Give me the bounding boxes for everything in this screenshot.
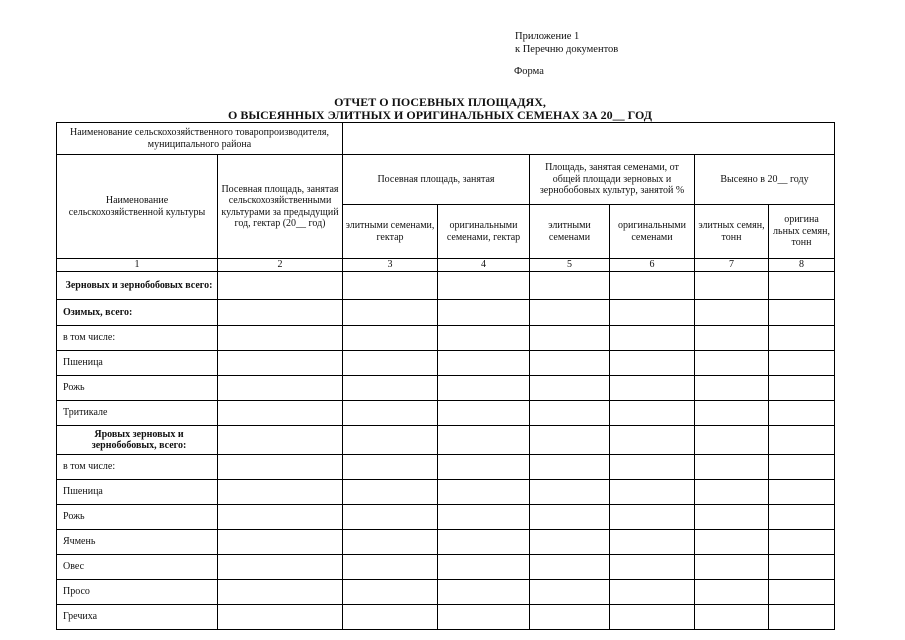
data-cell[interactable] bbox=[769, 530, 835, 555]
data-cell[interactable] bbox=[610, 326, 695, 351]
data-cell[interactable] bbox=[530, 480, 610, 505]
data-cell[interactable] bbox=[610, 272, 695, 300]
data-cell[interactable] bbox=[218, 300, 343, 326]
col-header-share-group: Площадь, занятая семенами, от общей площади зерновых и зернобобовых культур, занятой % bbox=[530, 155, 695, 205]
data-cell[interactable] bbox=[610, 480, 695, 505]
form-label: Форма bbox=[514, 66, 544, 77]
data-cell[interactable] bbox=[438, 530, 530, 555]
data-cell[interactable] bbox=[610, 351, 695, 376]
data-cell[interactable] bbox=[769, 351, 835, 376]
data-cell[interactable] bbox=[769, 580, 835, 605]
row-label: в том числе: bbox=[57, 455, 218, 480]
data-cell[interactable] bbox=[343, 401, 438, 426]
data-cell[interactable] bbox=[695, 530, 769, 555]
col-header-sown-orig: оригина льных семян, тонн bbox=[769, 205, 835, 259]
data-cell[interactable] bbox=[530, 326, 610, 351]
data-cell[interactable] bbox=[438, 480, 530, 505]
data-cell[interactable] bbox=[695, 376, 769, 401]
data-cell[interactable] bbox=[218, 480, 343, 505]
data-cell[interactable] bbox=[610, 605, 695, 630]
producer-row bbox=[57, 123, 835, 155]
row-label: Овес bbox=[57, 555, 218, 580]
row-label: Просо bbox=[57, 580, 218, 605]
table-row bbox=[57, 555, 835, 580]
data-cell[interactable] bbox=[769, 555, 835, 580]
data-cell[interactable] bbox=[438, 426, 530, 455]
data-cell[interactable] bbox=[610, 426, 695, 455]
data-cell[interactable] bbox=[343, 580, 438, 605]
data-cell[interactable] bbox=[343, 530, 438, 555]
data-cell[interactable] bbox=[530, 401, 610, 426]
data-cell[interactable] bbox=[343, 300, 438, 326]
data-cell[interactable] bbox=[343, 426, 438, 455]
data-cell[interactable] bbox=[695, 505, 769, 530]
data-cell[interactable] bbox=[343, 505, 438, 530]
row-label: Рожь bbox=[57, 505, 218, 530]
data-cell[interactable] bbox=[438, 555, 530, 580]
data-cell[interactable] bbox=[769, 272, 835, 300]
appendix-line-2: к Перечню документов bbox=[515, 44, 619, 55]
data-cell[interactable] bbox=[343, 555, 438, 580]
col-header-crop: Наименование сельскохозяйственной культуры bbox=[57, 155, 218, 259]
data-cell[interactable] bbox=[218, 555, 343, 580]
data-cell[interactable] bbox=[610, 530, 695, 555]
col-header-share-elite: элитными семенами bbox=[530, 205, 610, 259]
appendix-line-1: Приложение 1 bbox=[515, 31, 580, 42]
data-cell[interactable] bbox=[530, 376, 610, 401]
row-label: Яровых зерновых и зернобобовых, всего: bbox=[57, 426, 218, 455]
data-cell[interactable] bbox=[695, 401, 769, 426]
table-row bbox=[57, 426, 835, 455]
data-cell[interactable] bbox=[610, 300, 695, 326]
column-number: 7 bbox=[695, 259, 769, 272]
data-cell[interactable] bbox=[343, 455, 438, 480]
table-row bbox=[57, 505, 835, 530]
data-cell[interactable] bbox=[769, 605, 835, 630]
column-number: 8 bbox=[769, 259, 835, 272]
crop-rows bbox=[57, 272, 835, 630]
data-cell[interactable] bbox=[695, 272, 769, 300]
data-cell[interactable] bbox=[769, 401, 835, 426]
data-cell[interactable] bbox=[343, 272, 438, 300]
column-number-row bbox=[57, 259, 835, 272]
table-row bbox=[57, 530, 835, 555]
table-row bbox=[57, 401, 835, 426]
data-cell[interactable] bbox=[438, 272, 530, 300]
row-label: Гречиха bbox=[57, 605, 218, 630]
data-cell[interactable] bbox=[530, 505, 610, 530]
col-header-area-elite: элитными семенами, гектар bbox=[343, 205, 438, 259]
row-label: в том числе: bbox=[57, 326, 218, 351]
data-cell[interactable] bbox=[218, 505, 343, 530]
data-cell[interactable] bbox=[218, 455, 343, 480]
column-number: 1 bbox=[57, 259, 218, 272]
data-cell[interactable] bbox=[530, 530, 610, 555]
data-cell[interactable] bbox=[530, 272, 610, 300]
row-label: Пшеница bbox=[57, 480, 218, 505]
data-cell[interactable] bbox=[769, 376, 835, 401]
data-cell[interactable] bbox=[530, 300, 610, 326]
data-cell[interactable] bbox=[343, 605, 438, 630]
data-cell[interactable] bbox=[218, 605, 343, 630]
data-cell[interactable] bbox=[218, 376, 343, 401]
report-title-line-1: ОТЧЕТ О ПОСЕВНЫХ ПЛОЩАДЯХ, bbox=[334, 95, 546, 109]
data-cell[interactable] bbox=[530, 580, 610, 605]
row-label: Озимых, всего: bbox=[57, 300, 218, 326]
data-cell[interactable] bbox=[769, 300, 835, 326]
row-label: Ячмень bbox=[57, 530, 218, 555]
table-row bbox=[57, 580, 835, 605]
data-cell[interactable] bbox=[438, 455, 530, 480]
data-cell[interactable] bbox=[530, 426, 610, 455]
data-cell[interactable] bbox=[218, 530, 343, 555]
table-row bbox=[57, 326, 835, 351]
data-cell[interactable] bbox=[695, 426, 769, 455]
data-cell[interactable] bbox=[438, 376, 530, 401]
data-cell[interactable] bbox=[695, 555, 769, 580]
col-header-share-orig: оригинальными семенами bbox=[610, 205, 695, 259]
data-cell[interactable] bbox=[769, 326, 835, 351]
data-cell[interactable] bbox=[438, 580, 530, 605]
data-cell[interactable] bbox=[769, 426, 835, 455]
data-cell[interactable] bbox=[610, 401, 695, 426]
data-cell[interactable] bbox=[769, 505, 835, 530]
data-cell[interactable] bbox=[218, 401, 343, 426]
data-cell[interactable] bbox=[769, 455, 835, 480]
data-cell[interactable] bbox=[343, 351, 438, 376]
data-cell[interactable] bbox=[343, 376, 438, 401]
row-label: Пшеница bbox=[57, 351, 218, 376]
column-number: 2 bbox=[218, 259, 343, 272]
data-cell[interactable] bbox=[438, 401, 530, 426]
data-cell[interactable] bbox=[695, 300, 769, 326]
header-row-1 bbox=[57, 155, 835, 205]
report-table bbox=[56, 122, 835, 630]
row-label: Тритикале bbox=[57, 401, 218, 426]
data-cell[interactable] bbox=[438, 300, 530, 326]
col-header-area-orig: оригинальными семенами, гектар bbox=[438, 205, 530, 259]
data-cell[interactable] bbox=[218, 580, 343, 605]
data-cell[interactable] bbox=[343, 480, 438, 505]
producer-value[interactable] bbox=[343, 123, 835, 155]
data-cell[interactable] bbox=[695, 326, 769, 351]
column-number: 4 bbox=[438, 259, 530, 272]
data-cell[interactable] bbox=[218, 272, 343, 300]
data-cell[interactable] bbox=[438, 505, 530, 530]
data-cell[interactable] bbox=[610, 580, 695, 605]
data-cell[interactable] bbox=[695, 480, 769, 505]
row-label: Рожь bbox=[57, 376, 218, 401]
table-row bbox=[57, 376, 835, 401]
table-row bbox=[57, 272, 835, 300]
table-row bbox=[57, 480, 835, 505]
appendix-note bbox=[515, 30, 618, 56]
col-header-area-group: Посевная площадь, занятая bbox=[343, 155, 530, 205]
data-cell[interactable] bbox=[695, 605, 769, 630]
table-row bbox=[57, 455, 835, 480]
data-cell[interactable] bbox=[218, 426, 343, 455]
data-cell[interactable] bbox=[695, 455, 769, 480]
data-cell[interactable] bbox=[530, 455, 610, 480]
col-header-sown-elite: элитных семян, тонн bbox=[695, 205, 769, 259]
table-row bbox=[57, 351, 835, 376]
data-cell[interactable] bbox=[438, 605, 530, 630]
col-header-sown-group: Высеяно в 20__ году bbox=[695, 155, 835, 205]
data-cell[interactable] bbox=[695, 351, 769, 376]
table-row bbox=[57, 605, 835, 630]
data-cell[interactable] bbox=[769, 480, 835, 505]
column-number: 3 bbox=[343, 259, 438, 272]
data-cell[interactable] bbox=[530, 351, 610, 376]
data-cell[interactable] bbox=[218, 351, 343, 376]
table-row bbox=[57, 300, 835, 326]
data-cell[interactable] bbox=[438, 326, 530, 351]
data-cell[interactable] bbox=[695, 580, 769, 605]
data-cell[interactable] bbox=[610, 376, 695, 401]
col-header-prev-area: Посевная площадь, занятая сельскохозяйственными культурами за предыдущий год, гектар (20__ год) bbox=[218, 155, 343, 259]
column-number: 6 bbox=[610, 259, 695, 272]
column-number: 5 bbox=[530, 259, 610, 272]
data-cell[interactable] bbox=[610, 455, 695, 480]
data-cell[interactable] bbox=[438, 351, 530, 376]
data-cell[interactable] bbox=[610, 555, 695, 580]
data-cell[interactable] bbox=[530, 605, 610, 630]
data-cell[interactable] bbox=[218, 326, 343, 351]
data-cell[interactable] bbox=[610, 505, 695, 530]
data-cell[interactable] bbox=[530, 555, 610, 580]
data-cell[interactable] bbox=[343, 326, 438, 351]
report-title-line-2: О ВЫСЕЯННЫХ ЭЛИТНЫХ И ОРИГИНАЛЬНЫХ СЕМЕНАХ ЗА 20__ ГОД bbox=[228, 108, 652, 122]
producer-label: Наименование сельскохозяйственного товаропроизводителя, муниципального района bbox=[57, 123, 343, 155]
row-label: Зерновых и зернобобовых всего: bbox=[57, 272, 218, 300]
